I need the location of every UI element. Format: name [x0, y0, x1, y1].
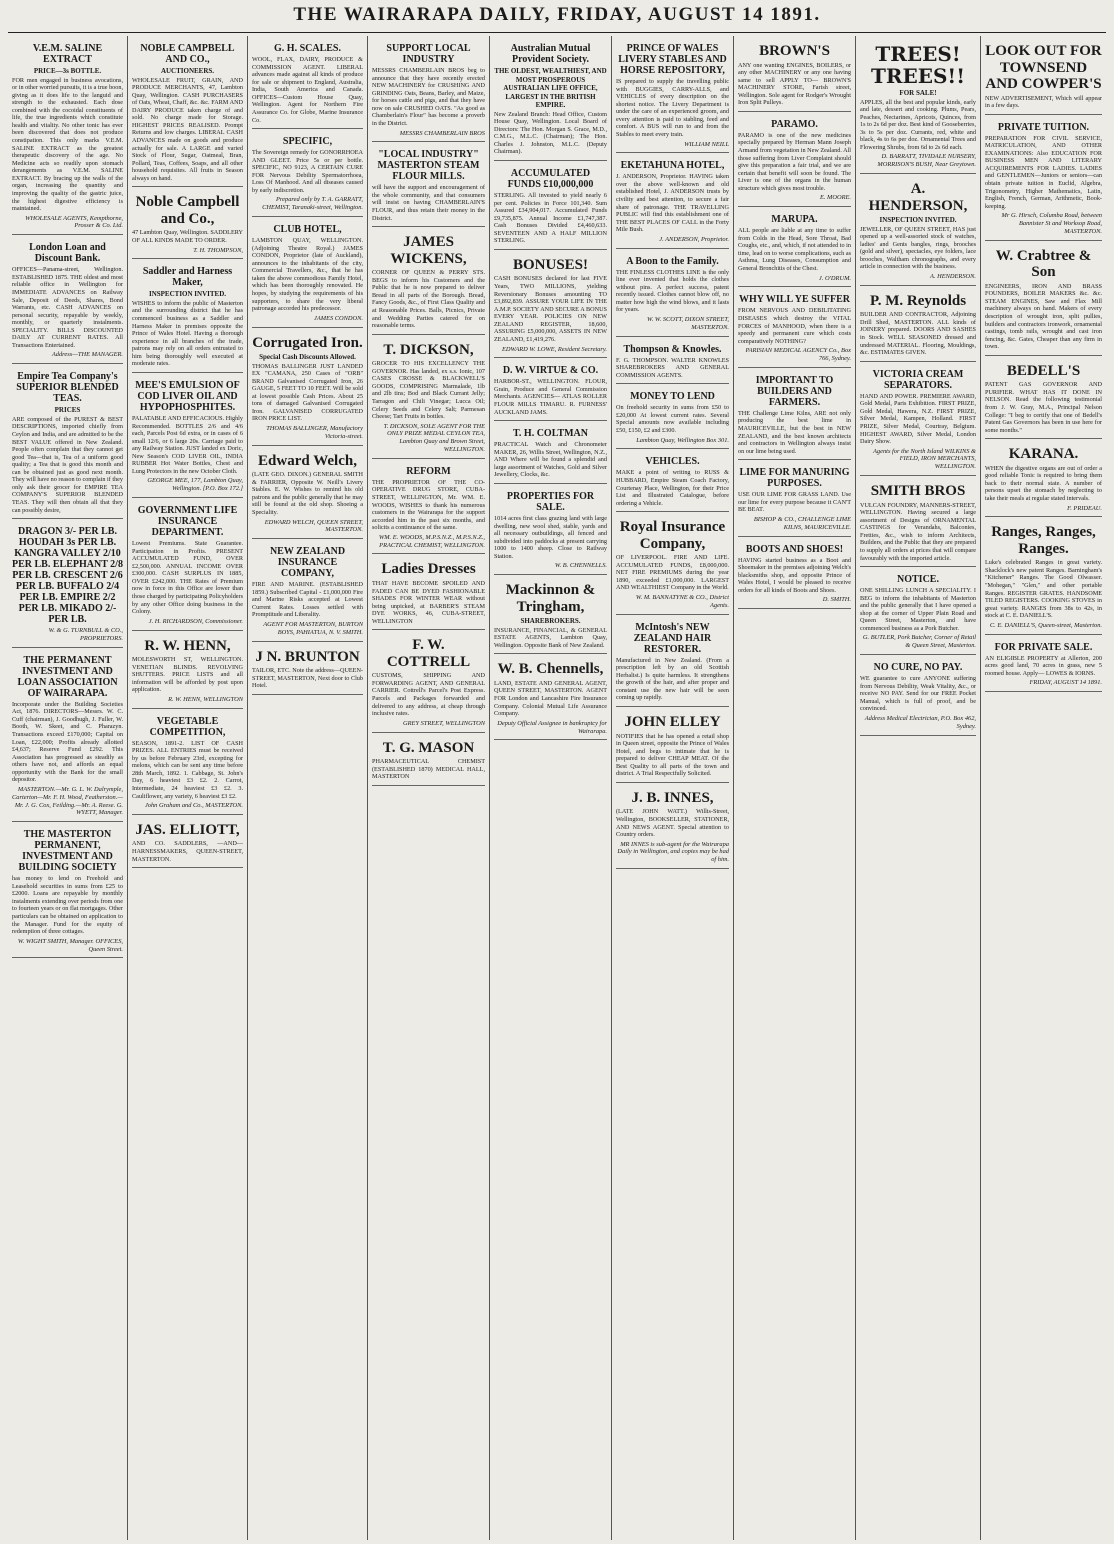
ad-body: THE PROPRIETOR OF THE CO-OPERATIVE DRUG STORE, CUBA-STREET, WELLINGTON, Mr. WM. E. WOODS, WISHES to thank his numerous customers in the Wairarapa for the support accorded him in the past six months, and solicits a continuance of the same.	[372, 478, 485, 532]
advertisement	[494, 486, 607, 575]
advertisement	[132, 817, 243, 868]
ad-title: Edward Welch,	[258, 452, 357, 469]
advertisement	[252, 644, 363, 695]
ad-title: JAMES WICKENS,	[390, 234, 467, 267]
ad-title: TREES! TREES!!	[871, 42, 965, 88]
ad-title: V.E.M. SALINE EXTRACT	[32, 43, 103, 65]
advertisement	[985, 519, 1102, 634]
ad-signature: Deputy Official Assignee in bankruptcy for Wairarapa.	[497, 719, 607, 735]
ad-title: THE MASTERTON PERMANENT, INVESTMENT AND BUILDING SOCIETY	[18, 829, 117, 874]
advertisement	[985, 637, 1102, 693]
ad-body: PATENT GAS GOVERNOR AND PURIFIER. WHAT HAS IT DONE IN NELSON. Read the following testimonial from J. W. Gray, M.A., Principal Nelson College: "I beg to certify that one of Bedell's Patent Gas Governors has been in use here for some months."	[985, 381, 1102, 434]
advertisement	[738, 462, 851, 536]
ad-title: JAS. ELLIOTT,	[135, 821, 240, 838]
ad-body: PREPARATION FOR CIVIL SERVICE, MATRICULATION, AND OTHER EXAMINATIONS: Also EDUCATION FOR BUSINESS MEN AND LITERARY ACQUIREMENTS FOR LADIES. LADIES and GENTLEMEN—Juniors or seniors—can obtain private tuition in Euclid, Algebra, Trigonometry, Higher Mathematics, Latin, English, French, German, Arithmetic, Book-keeping.	[985, 134, 1102, 210]
column-6	[612, 36, 734, 1540]
ad-title: NEW ZEALAND INSURANCE COMPANY,	[269, 546, 346, 580]
advertisement	[616, 339, 729, 385]
ad-title: P. M. Reynolds	[869, 292, 967, 309]
ad-body: HARBOR-ST., WELLINGTON. FLOUR, Grain, Produce and General Commission Merchants. AGENCIES— ATLAS ROLLER FLOUR MILLS TIMARU. R. FURNESS' AUCKLAND JAMS.	[494, 378, 607, 416]
ad-body: (LATE JOHN WATT.) Willis-Street, Wellington, BOOKSELLER, STATIONER, AND NEWS AGENT. Special attention to Country orders.	[616, 808, 729, 839]
ad-title: LOOK OUT FOR TOWNSEND AND COWPER'S	[985, 43, 1102, 92]
ad-body: ALL people are liable at any time to suffer from Colds in the Head, Sore Throat, Bad Coughs, etc., and, which, if not attended to in time, lead on to worse complications, such as Asthma, Lung Diseases, Consumption and General Bronchitis of the Chest.	[738, 227, 851, 272]
ad-body: Incorporate under the Building Societies Act, 1876. DIRECTORS—Messrs. W. C. Cuff (chairman), J. Goodhugh, J. Fuller, W. Booth, W. Skeet, and C. Pharazyn. Transactions exceed £170,000; Capital on Loan, £22,000; Profits already allotted £4,637; Reserve Fund £292. This Association has progressed as steadily as others have not, and affords an equal opportunity with the Bank for the small depositor.	[12, 700, 123, 784]
ad-signature: W. W. SCOTT, DIXON STREET, MASTERTON.	[646, 316, 729, 331]
column-5	[490, 36, 612, 1540]
advertisement	[252, 448, 363, 540]
advertisement	[616, 251, 729, 337]
ad-body: HAND AND POWER. PREMIERE AWARD, Gold Medal, Paris Exhibition. FIRST PRIZE, Gold Medal, Hawera, N.Z. FIRST PRIZE, Silver Medal, Kampen, Holland. FIRST PRIZE, Silver Medal, Courtray, Belgium. HIGHEST AWARD, Silver Medal, London Dairy Show.	[860, 392, 976, 446]
advertisement	[132, 633, 243, 709]
ad-signature: D. SMITH.	[822, 596, 851, 604]
ad-signature: JAMES CONDON.	[314, 314, 363, 322]
advertisement	[132, 500, 243, 630]
ad-body: STERLING. All invested to yield nearly 6 per cent. Policies in Force 101,340. Sum Assured £34,904,017. Accumulated Funds £9,735,875. Annual Income £1,747,387. Cash Bonuses Divided £4,460,633. SEVENTEEN AND A HALF MILLION STERLING.	[494, 192, 607, 245]
ad-body: AN ELIGIBLE PROPERTY at Allerton, 200 acres good land, 70 acres in grass, new 5 roomed house. Apply— LOWES & IORNS.	[985, 654, 1102, 677]
advertisement	[252, 330, 363, 446]
ad-title: NOBLE CAMPBELL AND CO.,	[140, 43, 235, 65]
ad-signature: WM. E. WOODS, M.P.S.N.Z., M.P.S.N.Z., PRACTICAL CHEMIST, WELLINGTON.	[378, 533, 485, 549]
advertisement	[860, 364, 976, 476]
ad-title: Mackinnon & Tringham,	[505, 582, 596, 615]
ad-body: THOMAS BALLINGER JUST LANDED EX "CAMANA, 250 Cases of "ORB" BRAND Galvanised Corrugated Iron, 26 GAUGE, 5 FEET TO 10 FEET. Will be sold at lowest possible Cash Prices. About 25 tons of damaged Galvanised Corrugated Iron. GALVANISED CORRUGATED IRON PRICE LIST.	[252, 362, 363, 423]
advertisement	[860, 176, 976, 286]
ad-title: THE PERMANENT INVESTMENT AND LOAN ASSOCIATION OF WAIRARAPA.	[17, 654, 118, 699]
ad-body: THAT HAVE BECOME SPOILED AND FADED CAN BE DYED FASHIONABLE SHADES FOR WINTER WEAR without being unpicked, at BARBER'S STEAM DYE WORKS, 46, CUBA-STREET, WELLINGTON	[372, 579, 485, 625]
ad-title: BONUSES!	[512, 256, 589, 273]
ad-title: J. B. INNES,	[631, 789, 714, 806]
advertisement	[372, 38, 485, 142]
advertisement	[616, 709, 729, 783]
advertisement	[12, 237, 123, 364]
ad-title: W. Crabtree & Son	[995, 247, 1092, 281]
ad-title: Australian Mutual Provident Society.	[510, 43, 591, 65]
advertisement	[12, 521, 123, 648]
ad-signature: WILLIAM NEILL	[684, 140, 729, 148]
advertisement	[616, 514, 729, 614]
ad-body: MESSRS CHAMBERLAIN BROS beg to announce that they have recently erected NEW MACHINERY for CRUSHING AND GRINDING Oats, Beans, Barley, and Maize, for horses cattle and pigs, and that they have now on sale CRUSHED OATS. "As good as Chamberlain's Flour" has become a proverb in the District.	[372, 67, 485, 127]
ad-signature: EDWARD W. LOWE, Resident Secretary.	[501, 345, 607, 353]
ad-title: F. W. COTTRELL	[386, 637, 471, 670]
ad-title: D. W. VIRTUE & CO.	[502, 365, 599, 377]
ad-body: PARAMO is one of the new medicines specially prepared by Herman Mann Joseph Armand from vegetation in New Zealand. All those suffering from Liver Complaint should give this preparation a fair trial, and we are certain that benefit will soon be found. The Liver is one of the organs in the human structure which gives most trouble.	[738, 131, 851, 192]
ad-body: GROCER TO HIS EXCELLENCY THE GOVERNOR. Has landed, ex s.s. Ionic, 107 CASES CROSSE & BLACKWELL'S GOODS, COMPRISING Marmalade, 1lb and 2lb tins; Bod and Black Currant Jelly; Tarragon and Chili Vinegar; Lucca Oil; Celery Seeds and Celery Salt; Parmesan Cheese; Tart Fruits in bottles.	[372, 360, 485, 421]
advertisement	[494, 360, 607, 421]
advertisement	[616, 38, 729, 153]
columns-container	[8, 36, 1106, 1540]
ad-body: CUSTOMS, SHIPPING AND FORWARDING AGENT, AND GENERAL CARRIER. Cottrell's Parcel's Post Express. Parcels and Packages forwarded and delivered to any address, at cheap through inclusive rates.	[372, 672, 485, 718]
ad-signature: WHOLESALE AGENTS, Kempthorne, Prosser & Co. Ltd.	[25, 214, 123, 230]
ad-body: 47 Lambton Quay, Wellington. SADDLERY OF ALL KINDS MADE TO ORDER.	[132, 229, 243, 244]
ad-subtitle: THE OLDEST, WEALTHIEST, AND MOST PROSPEROUS AUSTRALIAN LIFE OFFICE, LARGEST IN THE BRITISH EMPIRE.	[494, 67, 607, 110]
ad-title: Saddler and Harness Maker,	[142, 266, 233, 289]
ad-signature: W. WIGHT SMITH, Manager. OFFICES, Queen Street.	[17, 937, 123, 953]
advertisement	[372, 461, 485, 555]
ad-body: JEWELLER, OF QUEEN STREET, HAS just opened up a well-assorted stock of watches, ladies' and Gents bangles, rings, brooches (gold and silver), spectacles, eye folders, lace brooches, Waltham chronographs, and every article in connection with the business.	[860, 225, 976, 271]
ad-body: THE Challenge Lime Kilns, ARE not only producing the best lime in MAURICEVILLE, but the best in NEW ZEALAND, and the best known architects and contractors in Wellington always insist on our lime being used.	[738, 409, 851, 455]
ad-title: J N. BRUNTON	[255, 648, 360, 665]
ad-title: T. H. COLTMAN	[512, 428, 588, 440]
ad-title: VEHICLES.	[645, 456, 700, 468]
advertisement	[860, 478, 976, 567]
ad-title: Ladies Dresses	[381, 561, 476, 578]
ad-signature: MASTERTON.—Mr. G. L. W. Dalrymple, Carterton—Mr. F. H. Wood, Featherston.—Mr. J. G. Cox, Feilding.—Mr. A. Reese. G. WYETT, Manager.	[12, 785, 123, 817]
ad-body: will have the support and encouragement of the whole community, and that consumers will insist on having CHAMBERLAIN'S FLOUR, and thus retain their money in the District.	[372, 184, 485, 222]
ad-title: ACCUMULATED FUNDS £10,000,000	[507, 168, 594, 191]
ad-signature: G. BUTLER, Pork Butcher, Corner of Retail & Queen Street, Masterton.	[862, 634, 976, 650]
ad-signature: THOMAS BALLINGER, Manufactory Victoria-street.	[266, 425, 363, 440]
ad-subtitle: FOR SALE!	[899, 89, 937, 97]
ad-body: MOLESWORTH ST, WELLINGTON. VENETIAN BLINDS. REVOLVING SHUTTERS. PRICE LISTS and all information will be afforded by post upon application.	[132, 656, 243, 694]
ad-title: A. HENDERSON,	[868, 181, 968, 214]
advertisement	[372, 229, 485, 335]
ad-title: "LOCAL INDUSTRY" MASTERTON STEAM FLOUR MILLS.	[377, 149, 480, 183]
ad-body: WHEN the digestive organs are out of order a good reliable Tonic is required to bring them back to their normal state. A number of persons upset the stomach by neglecting to take their meals at regular stated intervals.	[985, 464, 1102, 502]
ad-signature: BISHOP & CO., CHALLENGE LIME KILNS, MAURICEVILLE.	[753, 515, 851, 531]
ad-signature: R. W. HENN, WELLINGTON	[168, 695, 243, 703]
ad-body: WOOL, FLAX, DAIRY, PRODUCE & COMMISSION AGENT. LIBERAL advances made against all kinds of produce for sale or shipment to England, Australia, India, South America and Canada. OFFICES—Custom House Quay, Wellington. Agent for Northern Fire Assurance Co. for Globe, Marine Insurance Co.	[252, 56, 363, 124]
ad-title: WHY WILL YE SUFFER	[738, 294, 851, 306]
ad-body: ONE SHILLING LUNCH A SPECIALITY. I BEG to inform the inhabitants of Masterton and the public generally that I have opened a shop at the corner of Upper Plain Road and Queen Street, Masterton, and have commenced business as a Pork Butcher.	[860, 587, 976, 632]
ad-signature: C. E. DANIELL'S, Queen-street, Masterton.	[989, 621, 1102, 629]
ad-body: NEW ADVERTISEMENT, Which will appear in a few days.	[985, 94, 1102, 110]
ad-body: WISHES to inform the public of Masterton and the surrounding district that he has commenced business as a Saddler and Harness Maker in premises opposite the Prince of Wales Hotel. Having a thorough experience in all branches of the trade, patrons may rely on all orders entrusted to him being thoroughly well executed at moderate rates.	[132, 299, 243, 368]
column-7	[734, 36, 856, 1540]
advertisement	[616, 155, 729, 248]
ad-signature: EDWARD WELCH, QUEEN STREET, MASTERTON.	[264, 518, 363, 534]
ad-signature: MR INNES is sub-agent for the Wairarapa Daily in Wellington, and copies may be had of him.	[617, 840, 729, 864]
advertisement	[738, 539, 851, 610]
ad-signature: Mr G. Hirsch, Columba Road, between Bannister St and Worksop Road, MASTERTON.	[1001, 212, 1102, 235]
advertisement	[372, 735, 485, 786]
ad-title: SUPPORT LOCAL INDUSTRY	[386, 43, 471, 65]
ad-body: APPLES, all the best and popular kinds, early and late, dessert and cooking. Plums, Pears, Peaches, Nectarines, Apricots, Quinces, from 1s to 2s 6d per doz. Best kind of Gooseberries, 3s to 5s per doz. Currants, red, white and black, 4s to 6s per doz. Ornamental Trees and Flowering Shrubs, from 6d to 2s 6d each.	[860, 98, 976, 151]
ad-signature: J. H. RICHARDSON, Commissioner.	[148, 617, 243, 625]
ad-body: VULCAN FOUNDRY, MANNERS-STREET, WELLINGTON. Having secured a large assortment of Designs of ORNAMENTAL CASTINGS for Verandahs, Balconies, Fretties, &c., wish to inform Architects, Builders, and the Public that they are prepared to supply all orders at prices that will compare favourably with the imported article.	[860, 501, 976, 562]
ad-body: PALATABLE AND EFFICACIOUS. Highly Recommended. BOTTLES 2/6 and 4/6 each, Parcels Post 6d extra, or in cases of 6 small 12/6, or 6 large 20s. Carriage paid to any Railway Station. JUST landed ex Doric, New Season's COD LIVER OIL, INDIA RUBBER Hot Water Bottles, Chest and Lung Protectors in the new October Cloth.	[132, 414, 243, 475]
masthead-rule	[8, 32, 1106, 33]
ad-body: FIRE AND MARINE. (ESTABLISHED 1859.) Subscribed Capital - £1,000,000 Fire and Marine Risks accepted at Lowest Current Rates. Losses settled with Promptitude and Liberality.	[252, 581, 363, 619]
ad-title: BOOTS AND SHOES!	[745, 543, 844, 555]
ad-title: Royal Insurance Company,	[619, 519, 726, 552]
ad-title: G. H. SCALES.	[274, 43, 341, 54]
ad-body: FROM NERVOUS AND DEBILITATING DISEASES which destroy the VITAL FORCES of MANHOOD, when there is a speedy and permanent cure which costs comparatively NOTHING?	[738, 307, 851, 345]
ad-title: VICTORIA CREAM SEPARATORS.	[872, 368, 964, 391]
advertisement	[985, 358, 1102, 439]
ad-title: LIME FOR MANURING PURPOSES.	[739, 467, 850, 490]
ad-subtitle: INSPECTION INVITED.	[879, 216, 957, 225]
ad-title: JOHN ELLEY	[624, 714, 721, 730]
ad-body: CASH BONUSES declared for last FIVE Years, TWO MILLIONS, yielding Reversionary Bonuses amounting TO £3,892,839. ASSURE YOUR LIFE IN THE A.M.P. SOCIETY AND SECURE A BONUS EVERY YEAR. POLICIES ON NEW ZEALAND REGISTER, 18,600, ASSURING £5,000,000, ASSETS IN NEW ZEALAND, £1,419,276.	[494, 275, 607, 343]
advertisement	[252, 219, 363, 327]
ad-signature: J. ANDERSON, Proprietor.	[659, 235, 729, 243]
ad-body: SEASON, 1891-2. LIST OF CASH PRIZES. ALL ENTRIES must be received by us before February 23rd, excepting for melons, which can be sent any time before 28th March, 1892. 1. Cabbage, St. John's Day, 6 heaviest £3 £2. 2. Carrot, Intermediate, 24 heaviest £3 £2. 3. Cauliflower, any variety, 6 heaviest £3 £2.	[132, 739, 243, 800]
ad-body: CORNER OF QUEEN & PERRY STS. BEGS to inform his Customers and the Public that he is now prepared to deliver Bread in all parts of the Borough. Bread, Fancy Goods, &c., of First Class Quality and at Reasonable Prices. Balls, Picnics, Private and Wedding Parties catered for on reasonable terms.	[372, 269, 485, 330]
ad-body: PRACTICAL Watch and Chronometer MAKER, 26, Willis Street, Wellington, N.Z., AND Where will be found a splendid and large assortment of Watches, Gold and Silver Jewellery, Clocks, &c.	[494, 441, 607, 479]
ad-title: MEE'S EMULSION OF COD LIVER OIL AND HYPOPHOSPHITES.	[135, 379, 240, 413]
advertisement	[985, 441, 1102, 517]
ad-title: IMPORTANT TO BUILDERS AND FARMERS.	[755, 374, 834, 408]
ad-body: ENGINEERS, IRON AND BRASS FOUNDERS, BOILER MAKERS &c. &c. STEAM ENGINES, Saw and Flax Mill machinery always on hand. Makers of every description of wrought iron, split pullies, builders and contractors ironwork, ornamental castings, tomb rails, wrought and cast iron fencing, &c. Gates, Cheaper than any firm in town.	[985, 282, 1102, 351]
ad-body: The Sovereign remedy for GONORRHOEA AND GLEET. Price 5s or per bottle. SPECIFIC, NO 9123, A CERTAIN CURE FOR Nervous Debility Spermatorrhoea, Loss Of Manhood. And all diseases caused by early indiscretion.	[252, 149, 363, 194]
ad-body: IS prepared to supply the travelling public with BUGGIES, CARRY-ALLS, and VEHICLES of every description on the shortest notice. The Livery Department is under the care of an experienced groom, and every attention is paid to stabling, feed and comfort. A BUS will run to and from the Stables to meet every train.	[616, 78, 729, 138]
ad-signature: Address—THE MANAGER.	[51, 351, 123, 359]
ad-body: Luke's celebrated Ranges in great variety. Shacklock's new patent Ranges. Barningham's "Kitchener" Ranges. The Good Olwasser. "Mohegan," "Glen," and other portable Ranges. REGISTER GRATES. HANDSOME TILED REGISTERS. COOKING STOVES in great variety. RANGES from 38s to 42s, in stock at C. E. DANIELL'S.	[985, 559, 1102, 620]
ad-body: 1014 acres first class grazing land with large dwelling, new wool shed, stable, yards and all necessary outbuildings, all fenced and subdivided into paddocks at present carrying 1000 to 1400 sheep. Close to Railway Station.	[494, 514, 607, 560]
ad-body: BUILDER AND CONTRACTOR, Adjoining Drill Shed, MASTERTON. ALL kinds of JOINERY prepared. DOORS AND SASHES in Stock. WELL SEASONED dressed and undressed MATERIAL. Flooring, Mouldings, &c. ESTIMATES GIVEN.	[860, 311, 976, 357]
ad-title: A Boon to the Family.	[626, 255, 719, 267]
ad-signature: PARISIAN MEDICAL AGENCY Co., Box 766, Sydney.	[745, 347, 851, 362]
ad-signature: F. PRIDEAU.	[1067, 504, 1102, 512]
advertisement	[738, 370, 851, 460]
advertisement	[12, 366, 123, 519]
ad-body: On freehold security in sums from £50 to £20,000 At lowest current rates. Several Special amounts now available including £50, £150, £2 and £300.	[616, 404, 729, 434]
column-9	[981, 36, 1106, 1540]
ad-title: Corrugated Iron.	[252, 334, 363, 351]
ad-body: F. G. THOMPSON. WALTER KNOWLES SHAREBROKERS AND GENERAL COMMISSION AGENTS.	[616, 356, 729, 379]
advertisement	[860, 569, 976, 655]
ad-signature: John Graham and Co., MASTERTON.	[144, 802, 243, 810]
ad-title: Noble Campbell and Co.,	[135, 194, 240, 227]
ad-title: T. G. MASON	[382, 739, 475, 756]
ad-title: NO CURE, NO PAY.	[873, 662, 963, 674]
advertisement	[132, 261, 243, 373]
ad-title: London Loan and Discount Bank.	[29, 242, 106, 265]
advertisement	[132, 38, 243, 187]
advertisement	[494, 656, 607, 740]
ad-signature: W. & G. TURNBULL & CO., PROPRIETORS.	[48, 627, 123, 642]
advertisement	[252, 541, 363, 641]
ad-signature: D. BARRATT, TIVIDALE NURSERY, MORRISON'S BUSH, Near Greytown.	[877, 153, 976, 169]
ad-body: MAKE a point of writing to RUSS & HUBBARD, Empire Steam Coach Factory, Courtenay Place, Wellington, for their Price List and Illustrated Catalogue, before ordering a Vehicle.	[616, 469, 729, 507]
ad-title: W. B. Chennells,	[497, 661, 604, 678]
advertisement	[494, 252, 607, 358]
ad-signature: Lambton Quay, Wellington Box 301.	[636, 436, 729, 444]
advertisement	[372, 556, 485, 630]
ad-body: (LATE GEO. DIXON.) GENERAL SMITH & FARRIER, Opposite W. Neill's Livery Stables. E. W. Wishes to remind his old patrons and the public generally that he may still be found at the old shop. Shoeing a Speciality.	[252, 471, 363, 516]
ad-signature: A. HENDERSON.	[930, 273, 976, 280]
ad-body: has money to lend on Freehold and Leasehold securities in sums from £25 to £2000. Loans are repayable by monthly instalments extending over periods from one to fourteen years or on flat mortgages. Other particulars can be obtained on application to the Manager. Fund for the equity of redemption of three cottages.	[12, 875, 123, 936]
advertisement	[985, 243, 1102, 356]
advertisement	[372, 144, 485, 227]
ad-title: Thompson & Knowles.	[623, 343, 722, 355]
advertisement	[12, 824, 123, 958]
advertisement	[494, 38, 607, 161]
ad-subtitle: AUCTIONEERS.	[160, 67, 215, 75]
advertisement	[132, 375, 243, 498]
advertisement	[494, 423, 607, 484]
ad-title: DRAGON 3/- PER LB. HOUDAH 3s PER LB. KANGRA VALLEY 2/10 PER LB. ELEPHANT 2/8 PER LB. CRESCENT 2/6 PER LB. BUFFALO 2/4 PER LB. EMPIRE 2/2 PER LB. MIKADO 2/- PER LB.	[12, 526, 123, 626]
ad-title: MARUPA.	[771, 214, 818, 226]
ad-body: OFFICES—Panama-street, Wellington. ESTABLISHED 1875. THE oldest and most reliable office in Wellington for IMMEDIATE ADVANCES on Railway Sale, Deposit of Deeds, Shares, Bond Warrants, etc. CASH ADVANCES on personal security, repayable by weekly, monthly, or quarterly instalments. SPECIALITY. BILLS DISCOUNTED DAILY AT CURRENT RATES. All Transactions Entertained.	[12, 266, 123, 349]
masthead: THE WAIRARAPA DAILY, FRIDAY, AUGUST 14 1891.	[293, 4, 821, 25]
ad-title: GOVERNMENT LIFE INSURANCE DEPARTMENT.	[137, 505, 238, 539]
ad-title: SPECIFIC,	[282, 136, 333, 148]
ad-title: MONEY TO LEND	[630, 391, 715, 403]
ad-signature: Prepared only by T. A. GARRATT, CHEMIST, Taranaki-street, Wellington.	[262, 196, 363, 212]
ad-title: Empire Tea Company's SUPERIOR BLENDED TEAS.	[16, 371, 119, 405]
advertisement	[252, 131, 363, 217]
ad-subtitle: INSPECTION INVITED.	[148, 290, 227, 299]
ad-title: PARAMO.	[771, 118, 818, 130]
ad-title: FOR PRIVATE SALE.	[994, 641, 1093, 653]
ad-body: J. ANDERSON, Proprietor. HAVING taken over the above well-known and old established Hotel, J. ANDERSON trusts by civility and best attention, to secure a fair share of patronage. THE TRAVELLING PUBLIC will find this establishment one of THE BEST PLACES OF CALL in the Forty Mile Bush.	[616, 173, 729, 234]
ad-signature: FRIDAY, AUGUST 14 1891.	[1029, 679, 1102, 687]
ad-title: NOTICE.	[897, 574, 939, 586]
column-1	[8, 36, 128, 1540]
ad-title: REFORM	[406, 465, 451, 477]
advertisement	[985, 38, 1102, 115]
advertisement	[132, 711, 243, 815]
advertisement	[860, 38, 976, 174]
advertisement	[494, 577, 607, 654]
ad-body: TAILOR, ETC. Note the address—QUEEN-STREET, MASTERTON, Next door to Club Hotel.	[252, 667, 363, 690]
ad-body: Lowest Premiums. State Guarantee. Participation in Profits. PRESENT ACCUMULATED FUND, OVER £2,500,000. ANNUAL INCOME OVER £300,000. CASH SURPLUS IN 1885, OVER £242,000. THE Rates of Premium now in force in this Office are lower than those charged by participating Policyholders by any other Office doing business in the Colony.	[132, 540, 243, 616]
column-4	[368, 36, 490, 1540]
ad-signature: AGENT FOR MASTERTON, BURTON BOYS, PAHIATUA, N. V. SMITH.	[263, 620, 363, 636]
ad-body: New Zealand Branch: Head Office, Custom House Quay, Wellington. Local Board of Directors: The Hon. Morgan S. Grace, M.D., C.M.G., M.L.C. (Chairman); The Hon. Charles J. Johnston, M.L.C. (Deputy Chairman).	[494, 110, 607, 156]
ad-signature: Address Medical Electrician, P.O. Box 462, Sydney.	[864, 714, 976, 730]
ad-signature: MESSRS CHAMBERLAIN BROS	[399, 129, 485, 137]
ad-title: McIntosh's NEW ZEALAND HAIR RESTORER.	[633, 621, 712, 655]
advertisement	[132, 189, 243, 259]
ad-signature: E. MOORE.	[819, 194, 851, 202]
ad-subtitle: PRICE—3s BOTTLE.	[33, 67, 102, 75]
ad-signature: T. DICKSON, SOLE AGENT FOR THE ONLY PRIZE MEDAL CEYLON TEA, Lambton Quay and Brown Street, WELLINGTON.	[383, 422, 485, 454]
ad-body: WHOLESALE FRUIT, GRAIN, AND PRODUCE MERCHANTS, 47, Lambton Quay, Wellington. CASH PURCHASERS of Oats, Wheat, Chaff, &c. &c. FARM AND DAIRY PRODUCE taken charge of and sold. No charge made for Storage. HIGHEST PRICES REALISED. Prompt Returns and low charges. LIBERAL CASH ADVANCES made on goods and produce actually for sale. A LARGE and varied Stock of Flour, Sugar, Oatmeal, Bran, Pollard, Teas, Coffees, Soaps, and all other household requisites. All fruits in Season always on hand.	[132, 76, 243, 182]
ad-signature: W. M. BANNATYNE & CO., District Agents.	[635, 594, 729, 609]
ad-title: SMITH BROS	[870, 483, 966, 500]
ad-signature: W. B. CHENNELLS.	[554, 562, 607, 570]
advertisement	[252, 38, 363, 129]
advertisement	[616, 386, 729, 449]
advertisement	[494, 163, 607, 250]
advertisement	[372, 632, 485, 732]
advertisement	[738, 289, 851, 367]
ad-body: OF LIVERPOOL. FIRE AND LIFE. ACCUMULATED FUNDS, £8,000,000. NET FIRE PREMIUMS during the year 1890, exceeded £1,000,000. LARGEST AND WEALTHIEST Company in the World.	[616, 554, 729, 592]
ad-body: ARE composed of the PUREST & BEST DESCRIPTIONS, imported chiefly from Ceylon and India, and are admitted to be the BEST VALUE offered in New Zealand. People often complain that they cannot get good Tea—that is, Tea of a uniform good quality; a Tea that is good this month and can be obtained just as good next month. They will have no reason to complain if they only ask their grocer for EMPIRE TEA COMPANY'S SUPERIOR BLENDED TEAS. They will then obtain all that they can possibly desire,	[12, 415, 123, 514]
ad-title: Ranges, Ranges, Ranges.	[991, 524, 1096, 557]
advertisement	[12, 38, 123, 235]
ad-body: NOTIFIES that he has opened a retail shop in Queen street, opposite the Prince of Wales Hotel, and begs to intimate that he is prepared to deliver CHEAP MEAT. Of the Best Quality to all parts of the town and district. A Trial Respectfully Solicited.	[616, 732, 729, 778]
ad-title: EKETAHUNA HOTEL,	[620, 160, 725, 172]
advertisement	[616, 617, 729, 707]
ad-signature: GREY STREET, WELLINGTON	[403, 719, 485, 727]
column-3	[248, 36, 368, 1540]
ad-title: PROPERTIES FOR SALE.	[506, 490, 595, 513]
ad-subtitle: PRICES	[54, 406, 81, 415]
advertisement	[616, 451, 729, 512]
ad-title: BEDELL'S	[1006, 362, 1081, 379]
ad-body: Manufactured in New Zealand. (From a prescription left by an old Scottish Herbalist.) Is quite harmless. It strengthens the growth of the hair, and after proper and constant use the new hair will be seen coming up rapidly.	[616, 656, 729, 702]
ad-body: AND CO. SADDLERS, —AND— HARNESSMAKERS, QUEEN-STREET, MASTERTON.	[132, 840, 243, 863]
ad-title: BROWN'S	[759, 43, 830, 59]
ad-body: USE OUR LIME FOR GRASS LAND. Use our lime for every purpose because it CAN'T BE BEAT.	[738, 491, 851, 514]
ad-body: WE guarantee to cure ANYONE suffering from Nervous Debility, Weak Vitality, &c., or receive NO PAY. Send for our FREE Pocket Manual, which is full of proof, and be convinced.	[860, 675, 976, 713]
column-8	[856, 36, 981, 1540]
advertisement	[12, 650, 123, 822]
ad-title: VEGETABLE COMPETITION,	[149, 715, 226, 738]
ad-signature: J. O'DRUM.	[818, 274, 851, 282]
ad-title: R. W. HENN,	[144, 637, 231, 654]
ad-body: THE FINLESS CLOTHES LINE is the only line ever invented that holds the clothes without pins. A perfect success, patent recently issued. Clothes cannot blow off, no matter how high the wind blows, and it lasts for years.	[616, 268, 729, 314]
ad-signature: T. H. THOMPSON,	[193, 246, 243, 254]
column-2	[128, 36, 248, 1540]
advertisement	[985, 117, 1102, 241]
ad-title: KARANA.	[1008, 446, 1079, 463]
ad-title: PRINCE OF WALES LIVERY STABLES AND HORSE REPOSITORY,	[618, 43, 727, 76]
ad-body: HAVING started business as a Boot and Shoemaker in the premises adjoining Welch's blacksmiths shop, and opposite Prince of Wales Hotel, I would be pleased to receive orders for all kinds of Boots and Shoes.	[738, 556, 851, 594]
ad-body: ANY one wanting ENGINES, BOILERS, or any other MACHINERY or any one having same to sell APPLY TO— BROWN'S MACHINERY STORE, Farish street, Wellington. Sole agent for Rodger's Wrought Iron Split Pulleys.	[738, 61, 851, 107]
ad-body: PHARMACEUTICAL CHEMIST (ESTABLISHED 1870) MEDICAL HALL, MASTERTON	[372, 758, 485, 781]
advertisement	[738, 114, 851, 207]
advertisement	[738, 38, 851, 112]
ad-subtitle: Special Cash Discounts Allowed.	[259, 353, 356, 361]
advertisement	[372, 337, 485, 459]
advertisement	[738, 209, 851, 287]
ad-title: T. DICKSON,	[383, 341, 474, 358]
ad-body: LAMBTON QUAY, WELLINGTON. (Adjoining Theatre Royal.) JAMES CONDON, Proprietor (late of Auckland), announces to the inhabitants of the city, Commercial Travellers, &c., that he has taken the above commodious Family Hotel, which has been thoroughly renovated. He hopes, by studying the requirements of his supporters, to share the very liberal patronage accorded his predecessor.	[252, 237, 363, 313]
advertisement	[860, 288, 976, 362]
ad-title: PRIVATE TUITION.	[997, 121, 1090, 133]
advertisement	[860, 657, 976, 735]
ad-body: LAND, ESTATE AND GENERAL AGENT, QUEEN STREET, MASTERTON. AGENT FOR London and Lancashire Fire Insurance Company. Colonial Mutual Life Assurance Company.	[494, 679, 607, 718]
ad-title: CLUB HOTEL,	[273, 224, 342, 236]
ad-signature: GEORGE MEE, 177, Lambton Quay, Wellington. [P.O. Box 172.]	[147, 477, 243, 493]
ad-subtitle: SHAREBROKERS.	[520, 617, 581, 626]
ad-signature: Agents for the North Island WILKINS & FIELD, IRON MERCHANTS, WELLINGTON.	[873, 447, 976, 471]
advertisement	[616, 785, 729, 869]
ad-body: INSURANCE, FINANCIAL, & GENERAL ESTATE AGENTS, Lambton Quay, Wellington. Opposite Bank of New Zealand.	[494, 626, 607, 649]
ad-body: FOR men engaged in business avocations, or in other worried pursuits, it is a true boon, giving as it does life to the languid and strength to the exhausted. Each dose combined with the cocoidal constituents of life, the true ingredients which constitute health and vitality. No other tonic has ever been discovered that does not produce constipation. This only marks V.E.M. SALINE EXTRACT as the greatest therapeutic discovery of the age. No Medicine acts so readily upon stomach derangements as V.E.M. SALINE EXTRACT. By bracing up the walls of the organ, increasing the quantity and improving the quality of the gastric juice, the highest digestive efficiency is maintained.	[12, 76, 123, 213]
